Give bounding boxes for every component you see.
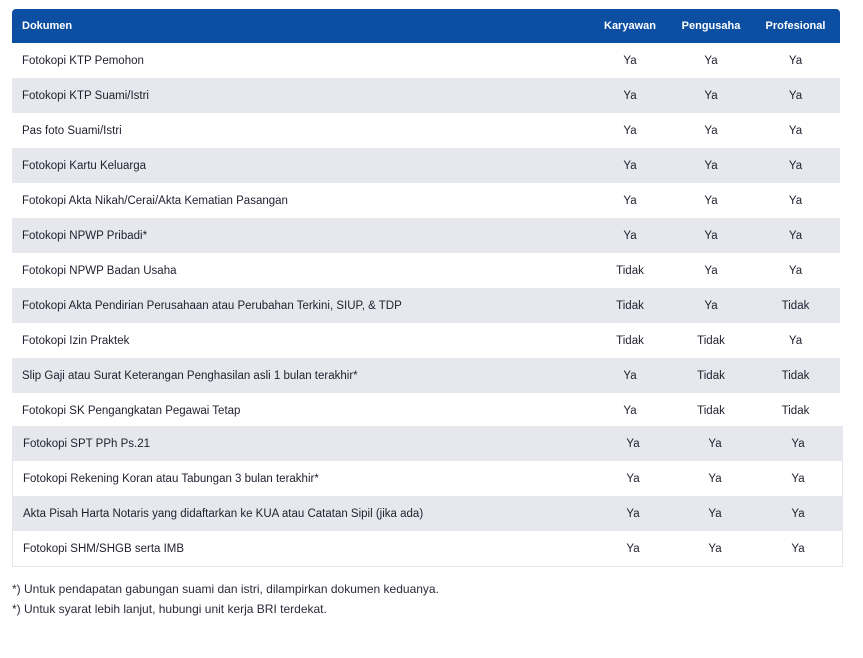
cell-pengusaha: Ya — [704, 159, 718, 172]
cell-karyawan: Ya — [623, 89, 637, 102]
cell-karyawan: Ya — [623, 194, 637, 207]
cell-pengusaha: Tidak — [697, 369, 725, 382]
table-row — [12, 358, 840, 393]
cell-pengusaha: Ya — [704, 194, 718, 207]
table-row — [12, 218, 840, 253]
cell-profesional: Ya — [788, 229, 803, 242]
table-row — [13, 496, 842, 531]
header-document: Dokumen — [22, 20, 73, 32]
cell-pengusaha: Tidak — [697, 334, 725, 347]
cell-document: Fotokopi SK Pengangkatan Pegawai Tetap — [22, 404, 241, 417]
cell-document: Fotokopi Izin Praktek — [22, 334, 130, 347]
footnote-2: *) Untuk syarat lebih lanjut, hubungi unit kerja BRI terdekat. — [12, 602, 327, 616]
footnotes — [12, 579, 439, 619]
cell-document: Akta Pisah Harta Notaris yang didaftarkan ke KUA atau Catatan Sipil (jika ada) — [23, 507, 424, 520]
cell-document: Fotokopi SHM/SHGB serta IMB — [23, 542, 185, 555]
cell-karyawan: Tidak — [616, 299, 644, 312]
cell-document: Fotokopi NPWP Badan Usaha — [22, 264, 177, 277]
cell-document: Pas foto Suami/Istri — [22, 124, 122, 137]
table-row — [12, 288, 840, 323]
cell-pengusaha: Tidak — [697, 404, 725, 417]
cell-profesional: Ya — [791, 507, 805, 520]
table-row — [12, 113, 840, 148]
requirements-table — [12, 9, 840, 428]
cell-pengusaha: Ya — [708, 472, 722, 485]
header-pengusaha: Pengusaha — [681, 20, 741, 32]
cell-document: Fotokopi Akta Pendirian Perusahaan atau Perubahan Terkini, SIUP, & TDP — [22, 299, 402, 312]
cell-document: Fotokopi KTP Pemohon — [22, 54, 144, 67]
table-row — [13, 531, 842, 566]
table-row — [12, 393, 840, 428]
cell-karyawan: Ya — [626, 472, 640, 485]
header-karyawan: Karyawan — [604, 20, 656, 32]
cell-karyawan: Ya — [626, 507, 640, 520]
cell-document: Fotokopi KTP Suami/Istri — [22, 89, 149, 102]
cell-profesional: Ya — [788, 89, 803, 102]
table-row — [12, 323, 840, 358]
cell-profesional: Ya — [788, 159, 803, 172]
requirements-table-continued — [12, 426, 843, 567]
cell-profesional: Ya — [791, 437, 805, 450]
header-profesional: Profesional — [765, 20, 826, 32]
cell-karyawan: Ya — [623, 54, 637, 67]
cell-pengusaha: Ya — [708, 437, 722, 450]
cell-profesional: Ya — [788, 334, 803, 347]
cell-pengusaha: Ya — [704, 299, 718, 312]
table-row — [13, 461, 842, 496]
footnote-1: *) Untuk pendapatan gabungan suami dan istri, dilampirkan dokumen keduanya. — [12, 582, 439, 596]
cell-pengusaha: Ya — [704, 89, 718, 102]
cell-pengusaha: Ya — [708, 507, 722, 520]
table-row — [13, 426, 842, 461]
cell-pengusaha: Ya — [708, 542, 722, 555]
table-row — [12, 43, 840, 78]
cell-profesional: Ya — [788, 54, 803, 67]
table-row — [12, 78, 840, 113]
cell-document: Fotokopi Rekening Koran atau Tabungan 3 bulan terakhir* — [23, 472, 319, 485]
cell-karyawan: Ya — [623, 229, 637, 242]
table-row — [12, 183, 840, 218]
cell-document: Fotokopi Kartu Keluarga — [22, 159, 147, 172]
cell-document: Fotokopi Akta Nikah/Cerai/Akta Kematian Pasangan — [22, 194, 288, 207]
cell-karyawan: Tidak — [616, 264, 644, 277]
table-row — [12, 253, 840, 288]
cell-pengusaha: Ya — [704, 54, 718, 67]
cell-profesional: Ya — [791, 542, 805, 555]
cell-karyawan: Ya — [626, 437, 640, 450]
cell-profesional: Ya — [788, 124, 803, 137]
cell-profesional: Tidak — [781, 369, 810, 382]
cell-karyawan: Ya — [623, 369, 637, 382]
cell-profesional: Tidak — [781, 299, 810, 312]
cell-pengusaha: Ya — [704, 124, 718, 137]
cell-profesional: Ya — [791, 472, 805, 485]
cell-karyawan: Ya — [623, 159, 637, 172]
cell-document: Fotokopi NPWP Pribadi* — [22, 229, 148, 242]
cell-pengusaha: Ya — [704, 229, 718, 242]
cell-karyawan: Ya — [626, 542, 640, 555]
cell-profesional: Tidak — [781, 404, 810, 417]
cell-profesional: Ya — [788, 264, 803, 277]
cell-pengusaha: Ya — [704, 264, 718, 277]
cell-karyawan: Ya — [623, 124, 637, 137]
cell-karyawan: Tidak — [616, 334, 644, 347]
cell-document: Fotokopi SPT PPh Ps.21 — [23, 437, 150, 450]
cell-document: Slip Gaji atau Surat Keterangan Penghasilan asli 1 bulan terakhir* — [22, 369, 358, 382]
cell-karyawan: Ya — [623, 404, 637, 417]
cell-profesional: Ya — [788, 194, 803, 207]
table-row — [12, 148, 840, 183]
table-header — [12, 9, 840, 43]
